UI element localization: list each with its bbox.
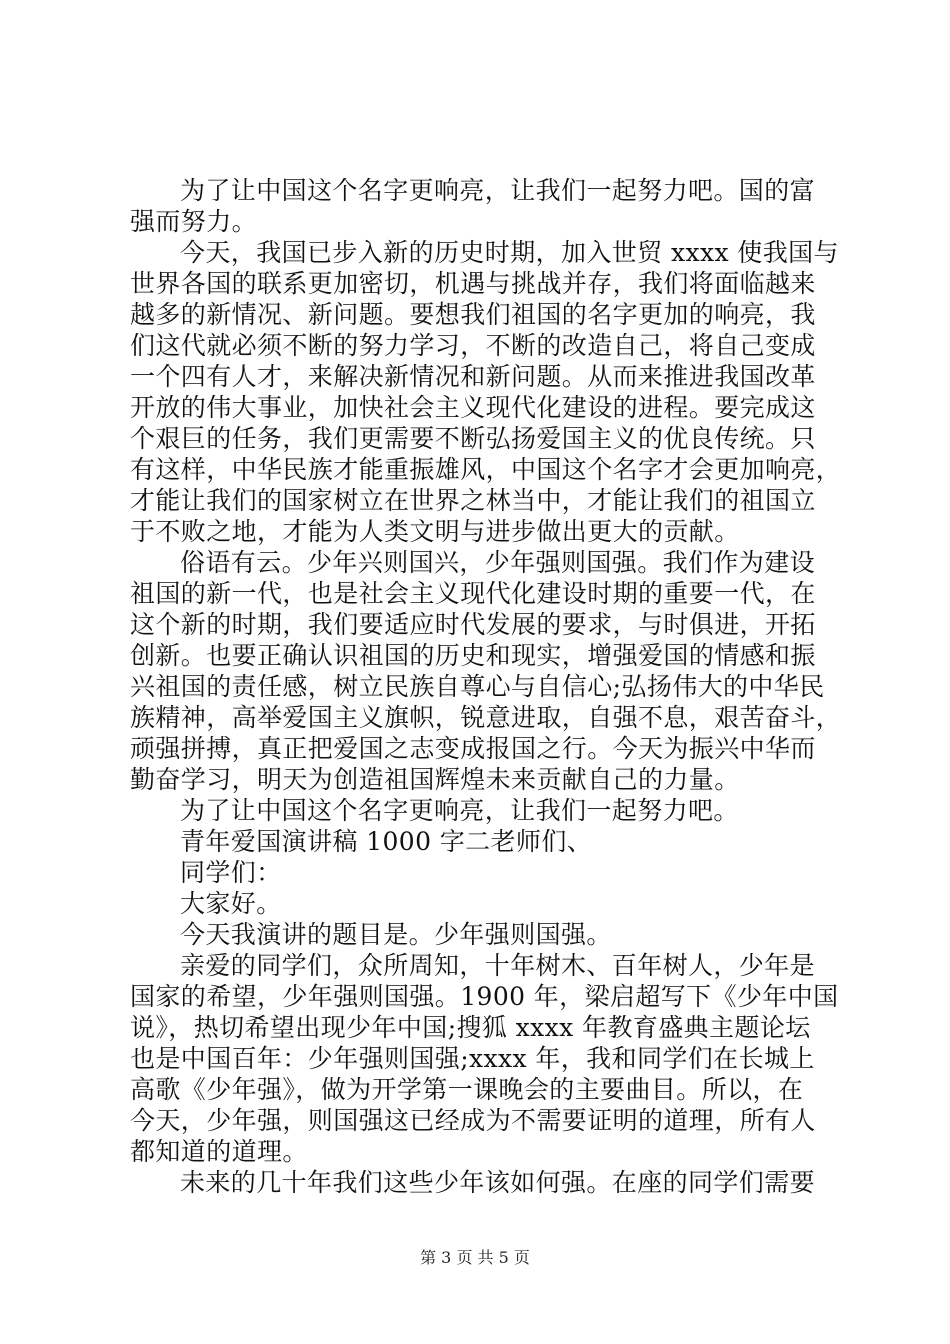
text-line: 为了让中国这个名字更响亮，让我们一起努力吧。 [180, 796, 739, 825]
text-line: 今天，少年强，则国强这已经成为不需要证明的道理，所有人 [130, 1106, 816, 1135]
text-line: 青年爱国演讲稿 1000 字二老师们、 [180, 827, 593, 856]
text-line: 族精神，高举爱国主义旗帜，锐意进取，自强不息，艰苦奋斗， [130, 703, 842, 732]
text-line: 俗语有云。少年兴则国兴，少年强则国强。我们作为建设 [180, 548, 816, 577]
text-line: 同学们： [180, 858, 282, 887]
text-line: 为了让中国这个名字更响亮，让我们一起努力吧。国的富 [180, 176, 816, 205]
text-line: 开放的伟大事业，加快社会主义现代化建设的进程。要完成这 [130, 393, 816, 422]
text-line: 创新。也要正确认识祖国的历史和现实，增强爱国的情感和振 [130, 641, 816, 670]
text-line: 未来的几十年我们这些少年该如何强。在座的同学们需要 [180, 1168, 816, 1197]
text-line: 于不败之地，才能为人类文明与进步做出更大的贡献。 [130, 517, 740, 546]
text-line: 世界各国的联系更加密切，机遇与挑战并存，我们将面临越来 [130, 269, 816, 298]
text-line: 顽强拼搏，真正把爱国之志变成报国之行。今天为振兴中华而 [130, 734, 816, 763]
text-line: 亲爱的同学们，众所周知，十年树木、百年树人，少年是 [180, 951, 816, 980]
document-body [130, 175, 842, 1198]
page-number: 第 3 页 共 5 页 [420, 1248, 530, 1267]
text-line: 有这样，中华民族才能重振雄风，中国这个名字才会更加响亮， [130, 455, 842, 484]
text-line: 越多的新情况、新问题。要想我们祖国的名字更加的响亮，我 [130, 300, 816, 329]
text-line: 这个新的时期，我们要适应时代发展的要求，与时俱进，开拓 [130, 610, 816, 639]
text-line: 勤奋学习，明天为创造祖国辉煌未来贡献自己的力量。 [130, 765, 740, 794]
text-line: 兴祖国的责任感，树立民族自尊心与自信心;弘扬伟大的中华民 [130, 672, 825, 701]
text-line: 今天，我国已步入新的历史时期，加入世贸 xxxx 使我国与 [180, 238, 839, 267]
text-line: 们这代就必须不断的努力学习，不断的改造自己，将自己变成 [130, 331, 816, 360]
text-line: 大家好。 [180, 889, 282, 918]
text-line: 国家的希望，少年强则国强。1900 年，梁启超写下《少年中国 [130, 982, 839, 1011]
text-line: 说》，热切希望出现少年中国;搜狐 xxxx 年教育盛典主题论坛 [130, 1013, 811, 1042]
text-line: 都知道的道理。 [130, 1137, 308, 1166]
text-line: 个艰巨的任务，我们更需要不断弘扬爱国主义的优良传统。只 [130, 424, 816, 453]
text-line: 高歌《少年强》，做为开学第一课晚会的主要曲目。所以，在 [130, 1075, 804, 1104]
text-line: 也是中国百年：少年强则国强;xxxx 年，我和同学们在长城上 [130, 1044, 815, 1073]
text-line: 一个四有人才，来解决新情况和新问题。从而来推进我国改革 [130, 362, 816, 391]
text-line: 祖国的新一代，也是社会主义现代化建设时期的重要一代，在 [130, 579, 816, 608]
text-line: 才能让我们的国家树立在世界之林当中，才能让我们的祖国立 [130, 486, 816, 515]
text-line: 强而努力。 [130, 207, 258, 236]
page-footer [0, 1245, 950, 1268]
text-line: 今天我演讲的题目是。少年强则国强。 [180, 920, 612, 949]
